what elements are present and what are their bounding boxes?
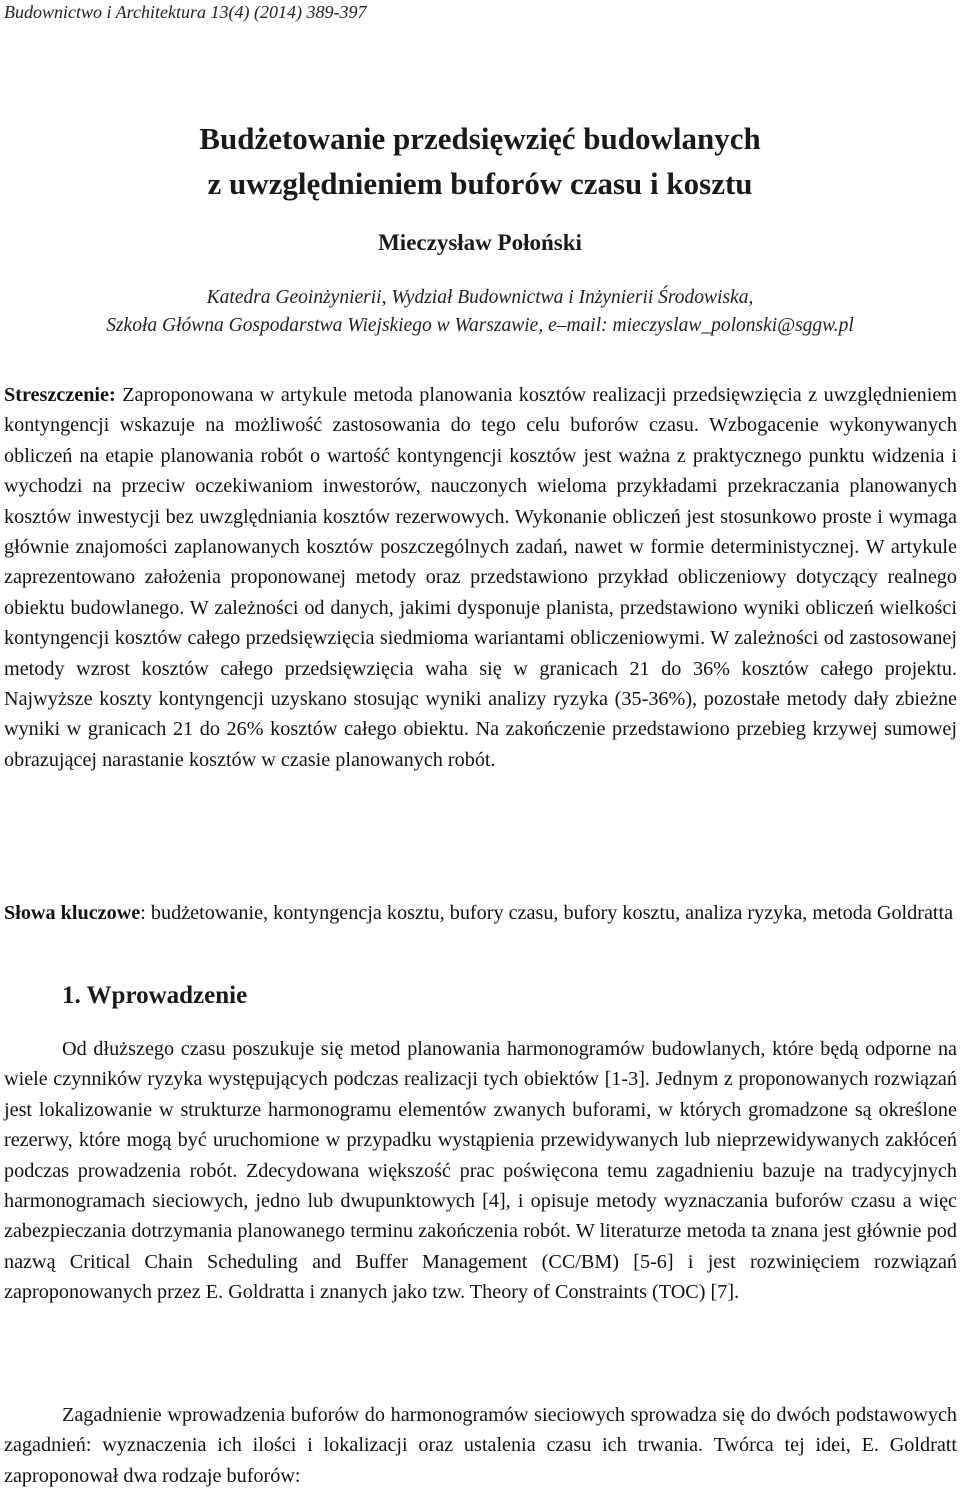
paper-title-line-1: Budżetowanie przedsięwzięć budowlanych	[199, 121, 761, 156]
section-heading-introduction: 1. Wprowadzenie	[62, 982, 248, 1009]
keywords	[4, 898, 957, 928]
abstract-label: Streszczenie:	[4, 384, 116, 406]
journal-citation: Budownictwo i Architektura 13(4) (2014) 389-397	[4, 2, 367, 22]
author-name: Mieczysław Połoński	[378, 230, 582, 255]
keywords-label: Słowa kluczowe	[4, 902, 141, 924]
keywords-text: : budżetowanie, kontyngencja kosztu, bufory czasu, bufory kosztu, analiza ryzyka, metoda Goldratta	[140, 902, 954, 924]
affiliation-line-2: Szkoła Główna Gospodarstwa Wiejskiego w Warszawie, e–mail: mieczyslaw_polonski@sggw.pl	[106, 315, 854, 336]
introduction-paragraph-1: Od dłuższego czasu poszukuje się metod planowania harmonogramów budowlanych, które będą odporne na wiele czynników ryzyka występujących podczas realizacji tych obiektów [1-3]. Jednym z proponowanych rozwiązań jest lokalizowanie w strukturze harmonogramu elementów zwanych buforami, w których gromadzone są określone rezerwy, które mogą być uruchomione w przypadku wystąpienia przewidywanych lub nieprzewidywanych zakłóceń podczas prowadzenia robót. Zdecydowana większość prac poświęcona temu zagadnieniu bazuje na tradycyjnych harmonogramach sieciowych, jedno lub dwupunktowych [4], i opisuje metody wyznaczania buforów czasu a więc zabezpieczania dotrzymania planowanego terminu zakończenia robót. W literaturze metoda ta znana jest głównie pod nazwą Critical Chain Scheduling and Buffer Management (CC/BM) [5-6] i jest rozwinięciem rozwiązań zaproponowanych przez E. Goldratta i znanych jako tzw. Theory of Constraints (TOC) [7].	[4, 1038, 957, 1304]
introduction-paragraph-2: Zagadnienie wprowadzenia buforów do harmonogramów sieciowych sprowadza się do dwóch podstawowych zagadnień: wyznaczenia ich ilości i lokalizacji oraz ustalenia czasu ich trwania. Twórca tej idei, E. Goldratt zaproponował dwa rodzaje buforów:	[4, 1404, 957, 1487]
affiliation-line-1: Katedra Geoinżynierii, Wydział Budownictwa i Inżynierii Środowiska,	[206, 287, 754, 308]
paper-title-line-2: z uwzględnieniem buforów czasu i kosztu	[207, 166, 753, 201]
abstract	[4, 380, 957, 775]
abstract-text: Zaproponowana w artykule metoda planowania kosztów realizacji przedsięwzięcia z uwzględnieniem kontyngencji wskazuje na możliwość zastosowania do tego celu buforów czasu. Wzbogacenie wykonywanych obliczeń na etapie planowania robót o wartość kontyngencji kosztów jest ważna z praktycznego punktu widzenia i wychodzi na przeciw oczekiwaniom inwestorów, nauczonych wieloma przykładami przekraczania planowanych kosztów inwestycji bez uwzględniania kosztów rezerwowych. Wykonanie obliczeń jest stosunkowo proste i wymaga głównie znajomości zaplanowanych kosztów poszczególnych zadań, nawet w formie deterministycznej. W artykule zaprezentowano założenia proponowanej metody oraz przedstawiono przykład obliczeniowy dotyczący realnego obiektu budowlanego. W zależności od danych, jakimi dysponuje planista, przedstawiono wyniki obliczeń wielkości kontyngencji kosztów całego przedsięwzięcia siedmioma wariantami obliczeniowymi. W zależności od zastosowanej metody wzrost kosztów całego przedsięwzięcia waha się w granicach 21 do 36% kosztów całego projektu. Najwyższe koszty kontyngencji uzyskano stosując wyniki analizy ryzyka (35-36%), pozostałe metody dały zbieżne wyniki w granicach 21 do 26% kosztów całego obiektu. Na zakończenie przedstawiono przebieg krzywej sumowej obrazującej narastanie kosztów w czasie planowanych robót.	[4, 384, 958, 771]
